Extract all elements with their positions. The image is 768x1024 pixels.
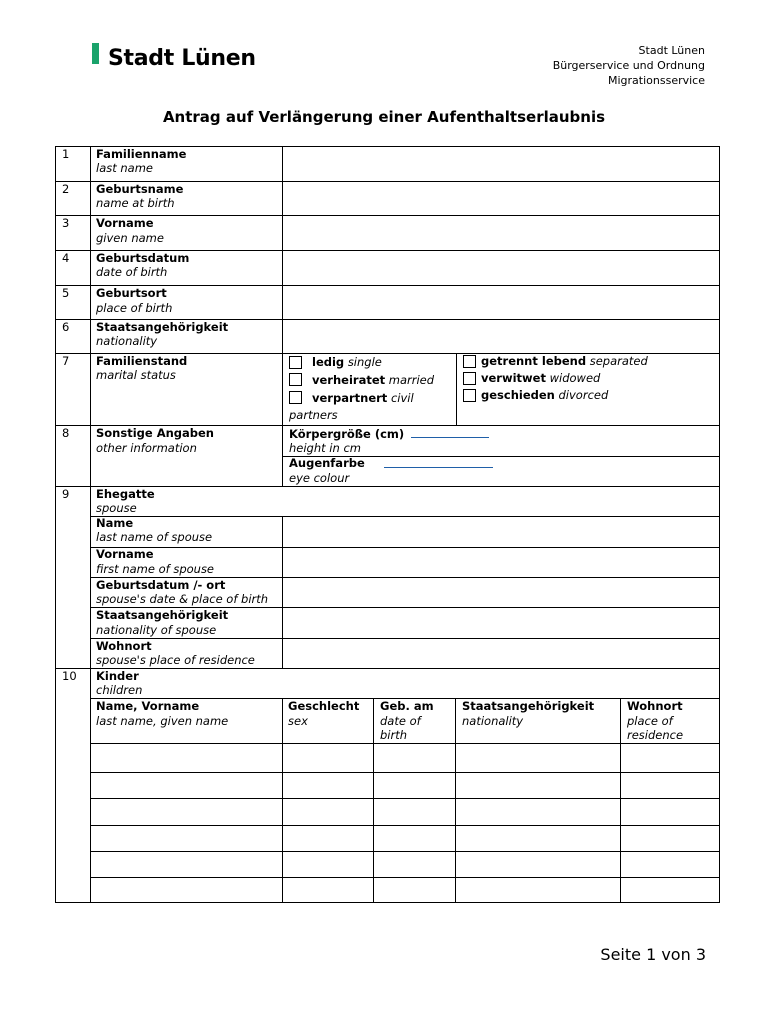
option-label: getrennt lebend separated bbox=[481, 354, 648, 368]
row-number: 3 bbox=[62, 216, 70, 230]
page-number: Seite 1 von 3 bbox=[600, 945, 706, 964]
eye-colour-translation: eye colour bbox=[289, 471, 350, 485]
field-label: Kinder bbox=[96, 669, 139, 683]
table-line bbox=[90, 772, 720, 773]
column-header-translation: nationality bbox=[462, 714, 524, 728]
checkbox-separated[interactable] bbox=[463, 355, 476, 368]
field-translation: nationality bbox=[96, 334, 158, 348]
logo-mark bbox=[92, 43, 99, 64]
field-translation: other information bbox=[96, 441, 197, 455]
field-label: Sonstige Angaben bbox=[96, 426, 214, 440]
table-divider bbox=[282, 516, 283, 668]
column-header: Staatsangehörigkeit bbox=[462, 699, 595, 713]
field-label: Geburtsort bbox=[96, 286, 167, 300]
table-line bbox=[90, 798, 720, 799]
field-label: Geburtsdatum bbox=[96, 251, 190, 265]
spouse-field-label: Wohnort bbox=[96, 639, 152, 653]
height-translation: height in cm bbox=[289, 441, 361, 455]
spouse-nationality-input[interactable] bbox=[284, 609, 718, 637]
checkbox-civil-partners[interactable] bbox=[289, 391, 302, 404]
field-translation: name at birth bbox=[96, 196, 175, 210]
row-number: 7 bbox=[62, 354, 70, 368]
column-header: Geschlecht bbox=[288, 699, 360, 713]
field-date-of-birth-input[interactable] bbox=[284, 252, 718, 284]
table-divider bbox=[456, 353, 457, 425]
spouse-last-name-input[interactable] bbox=[284, 518, 718, 546]
field-translation: place of birth bbox=[96, 301, 173, 315]
checkbox-single[interactable] bbox=[289, 356, 302, 369]
spouse-first-name-input[interactable] bbox=[284, 549, 718, 576]
column-header-translation: date of bbox=[380, 714, 421, 728]
department-line: Stadt Lünen bbox=[638, 44, 705, 57]
field-translation: spouse bbox=[96, 501, 137, 515]
spouse-field-translation: first name of spouse bbox=[96, 562, 215, 576]
field-given-name-input[interactable] bbox=[284, 217, 718, 249]
field-translation: children bbox=[96, 683, 143, 697]
field-label: Familienstand bbox=[96, 354, 188, 368]
spouse-field-translation: spouse's place of residence bbox=[96, 653, 255, 667]
checkbox-married[interactable] bbox=[289, 373, 302, 386]
table-line bbox=[55, 668, 720, 669]
option-label: verheiratet married bbox=[312, 373, 435, 387]
table-line bbox=[90, 547, 720, 548]
field-label: Ehegatte bbox=[96, 487, 155, 501]
option-label-cont: partners bbox=[289, 408, 338, 422]
option-label: verpartnert civil bbox=[312, 391, 414, 405]
row-number: 5 bbox=[62, 286, 70, 300]
spouse-birth-input[interactable] bbox=[284, 579, 718, 606]
table-line bbox=[90, 638, 720, 639]
table-line bbox=[55, 215, 720, 216]
column-header-translation: last name, given name bbox=[96, 714, 229, 728]
row-number: 9 bbox=[62, 487, 70, 501]
spouse-field-translation: spouse's date & place of birth bbox=[96, 592, 269, 606]
field-translation: last name bbox=[96, 161, 154, 175]
department-line: Bürgerservice und Ordnung bbox=[552, 59, 705, 72]
row-number: 6 bbox=[62, 320, 70, 334]
spouse-field-label: Name bbox=[96, 516, 134, 530]
column-header-translation: residence bbox=[627, 728, 684, 742]
row-number: 4 bbox=[62, 251, 70, 265]
field-birth-name-input[interactable] bbox=[284, 183, 718, 214]
children-row[interactable] bbox=[92, 800, 718, 824]
row-number: 1 bbox=[62, 147, 70, 161]
column-header-translation: place of bbox=[627, 714, 673, 728]
eye-colour-input[interactable] bbox=[384, 458, 493, 468]
table-divider bbox=[282, 146, 283, 486]
table-line bbox=[90, 851, 720, 852]
table-divider bbox=[90, 146, 91, 903]
column-header: Geb. am bbox=[380, 699, 434, 713]
children-row[interactable] bbox=[92, 774, 718, 797]
spouse-field-label: Staatsangehörigkeit bbox=[96, 608, 229, 622]
row-number: 2 bbox=[62, 182, 70, 196]
field-label: Familienname bbox=[96, 147, 187, 161]
eye-colour-label: Augenfarbe bbox=[289, 456, 365, 470]
spouse-field-label: Vorname bbox=[96, 547, 154, 561]
logo-text: Stadt Lünen bbox=[108, 46, 256, 71]
checkbox-divorced[interactable] bbox=[463, 389, 476, 402]
field-last-name-input[interactable] bbox=[284, 148, 718, 180]
spouse-residence-input[interactable] bbox=[284, 640, 718, 667]
option-label: ledig single bbox=[312, 355, 382, 369]
field-label: Geburtsname bbox=[96, 182, 184, 196]
field-label: Staatsangehörigkeit bbox=[96, 320, 229, 334]
table-border bbox=[55, 146, 56, 903]
spouse-field-translation: last name of spouse bbox=[96, 530, 213, 544]
field-translation: given name bbox=[96, 231, 164, 245]
form-title: Antrag auf Verlängerung einer Aufenthaltserlaubnis bbox=[162, 108, 606, 126]
table-border bbox=[719, 146, 720, 903]
option-label: verwitwet widowed bbox=[481, 371, 601, 385]
children-row[interactable] bbox=[92, 879, 718, 901]
row-number: 8 bbox=[62, 426, 70, 440]
table-line bbox=[90, 877, 720, 878]
children-row[interactable] bbox=[92, 745, 718, 771]
table-line bbox=[55, 902, 720, 903]
height-label: Körpergröße (cm) bbox=[289, 427, 405, 441]
field-translation: date of birth bbox=[96, 265, 168, 279]
column-header-translation: birth bbox=[380, 728, 408, 742]
field-label: Vorname bbox=[96, 216, 154, 230]
option-label: geschieden divorced bbox=[481, 388, 609, 402]
spouse-field-translation: nationality of spouse bbox=[96, 623, 217, 637]
table-line bbox=[90, 825, 720, 826]
column-header: Name, Vorname bbox=[96, 699, 200, 713]
field-translation: marital status bbox=[96, 368, 176, 382]
row-number: 10 bbox=[62, 669, 77, 683]
children-row[interactable] bbox=[92, 853, 718, 876]
table-line bbox=[90, 743, 720, 744]
column-header: Wohnort bbox=[627, 699, 683, 713]
height-input[interactable] bbox=[411, 428, 489, 438]
department-block bbox=[553, 43, 705, 88]
table-line bbox=[90, 516, 720, 517]
department-line: Migrationsservice bbox=[608, 74, 705, 87]
field-nationality-input[interactable] bbox=[284, 321, 718, 352]
column-header-translation: sex bbox=[288, 714, 308, 728]
children-row[interactable] bbox=[92, 827, 718, 850]
spouse-field-label: Geburtsdatum /- ort bbox=[96, 578, 226, 592]
checkbox-widowed[interactable] bbox=[463, 372, 476, 385]
field-place-of-birth-input[interactable] bbox=[284, 287, 718, 318]
